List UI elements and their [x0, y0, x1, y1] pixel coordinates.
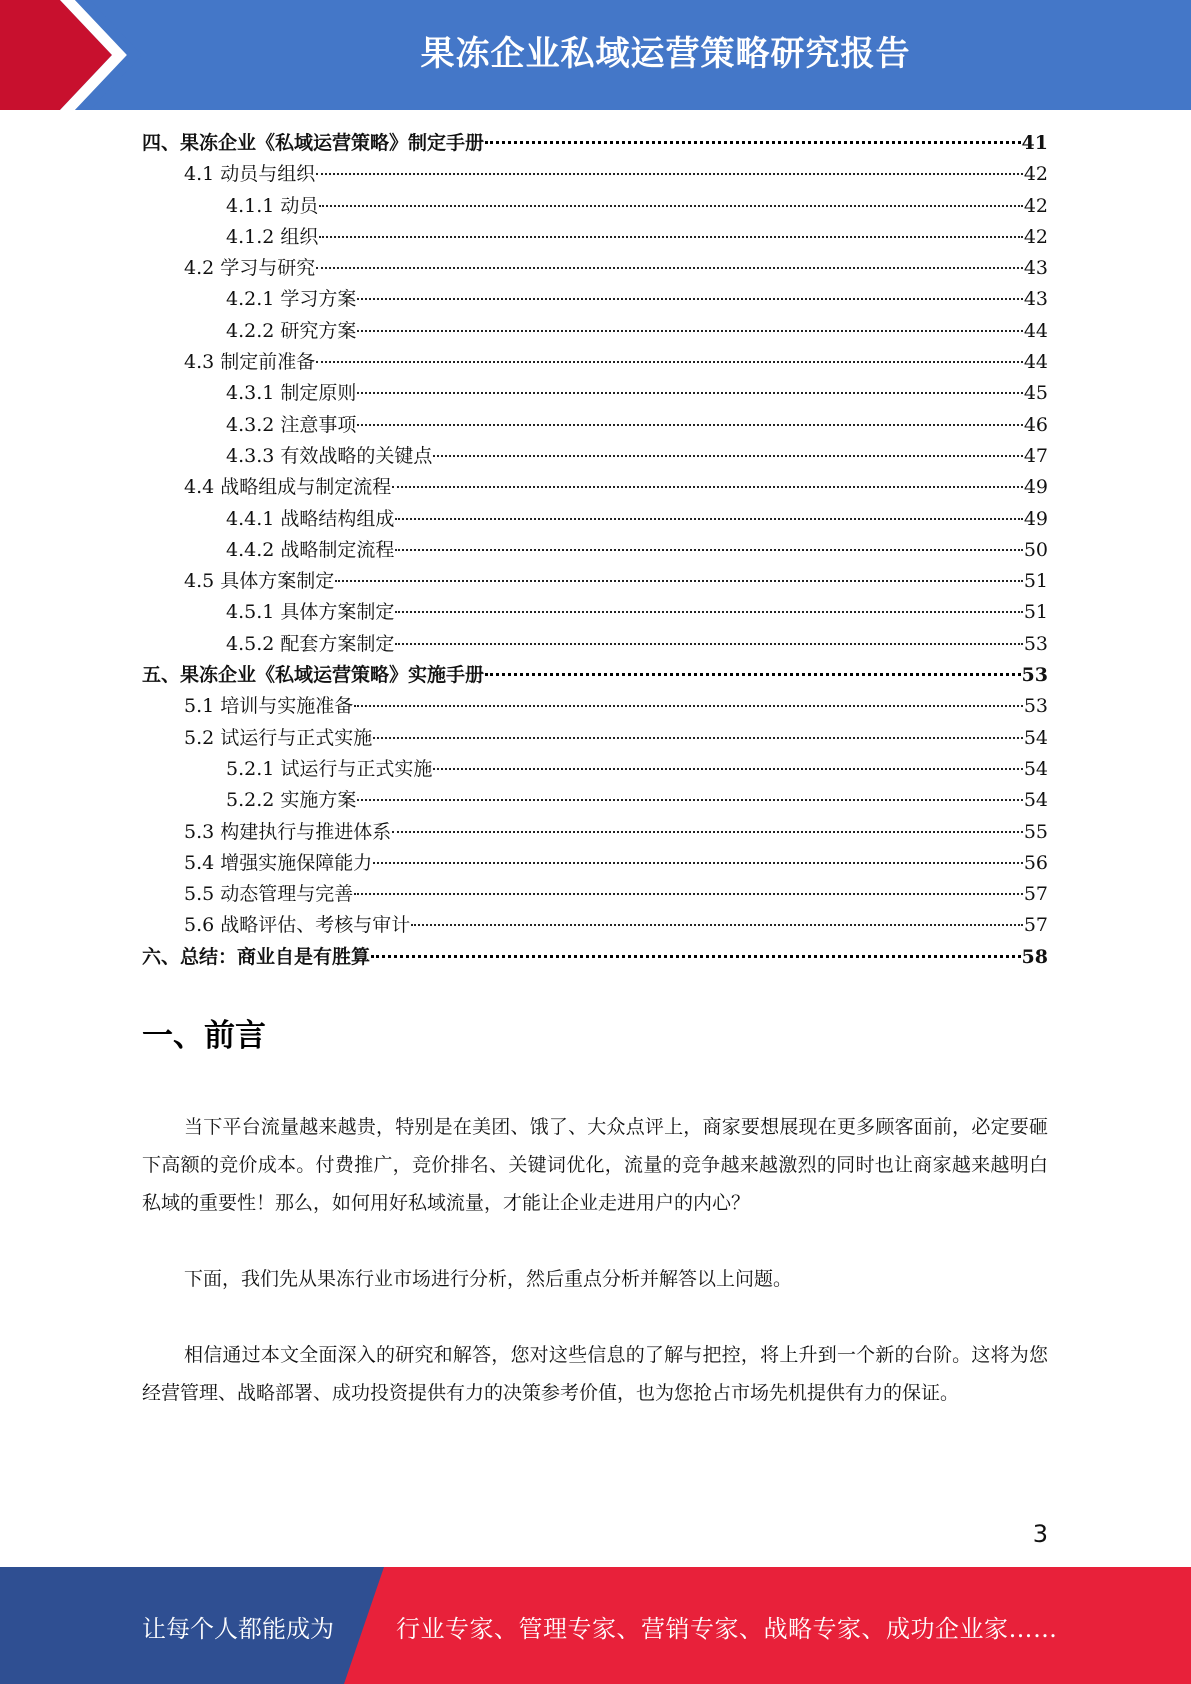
toc-entry[interactable] — [142, 222, 1048, 253]
toc-entry-page: 56 — [1023, 851, 1048, 874]
toc-entry-page: 51 — [1023, 570, 1048, 593]
toc-entry[interactable] — [142, 347, 1048, 378]
toc-entry[interactable] — [142, 691, 1048, 722]
toc-entry-page: 54 — [1023, 789, 1048, 812]
toc-leader-dots — [354, 893, 1023, 895]
toc-leader-dots — [392, 486, 1023, 488]
footer-slogan-right: 行业专家、管理专家、营销专家、战略专家、成功企业家…… — [396, 1615, 1058, 1643]
toc-entry-page: 45 — [1023, 382, 1048, 405]
toc-entry[interactable] — [142, 159, 1048, 190]
toc-leader-dots — [395, 643, 1022, 645]
toc-entry-label: 4.4 战略组成与制定流程 — [184, 476, 392, 499]
toc-entry-page: 41 — [1021, 132, 1048, 154]
toc-leader-dots — [485, 141, 1021, 144]
header-chevron-graphic — [0, 0, 150, 110]
toc-leader-dots — [373, 862, 1023, 864]
toc-leader-dots — [357, 799, 1022, 801]
toc-entry-page: 57 — [1023, 883, 1048, 906]
toc-entry-page: 42 — [1023, 194, 1048, 217]
toc-entry[interactable] — [142, 504, 1048, 535]
toc-leader-dots — [433, 455, 1022, 457]
paragraph-text: 当下平台流量越来越贵，特别是在美团、饿了、大众点评上，商家要想展现在更多顾客面前，必定要砸下高额的竞价成本。付费推广，竞价排名、关键词优化，流量的竞争越来越激烈的同时也让商家越来越明白私域的重要性！那么，如何用好私域流量，才能让企业走进用户的内心？ — [142, 1116, 1048, 1214]
toc-entry[interactable] — [142, 629, 1048, 660]
toc-entry-label: 5.1 培训与实施准备 — [184, 695, 354, 718]
toc-leader-dots — [357, 330, 1022, 332]
toc-entry-label: 4.3.2 注意事项 — [226, 413, 357, 436]
intro-paragraph-2 — [142, 1260, 1048, 1298]
toc-entry-label: 4.2.1 学习方案 — [226, 288, 357, 311]
toc-leader-dots — [485, 673, 1021, 676]
toc-leader-dots — [335, 580, 1023, 582]
toc-entry[interactable] — [142, 942, 1048, 973]
paragraph-text: 下面，我们先从果冻行业市场进行分析，然后重点分析并解答以上问题。 — [184, 1268, 793, 1290]
toc-entry-page: 42 — [1023, 163, 1048, 186]
toc-leader-dots — [319, 236, 1022, 238]
toc-entry-label: 5.2.1 试运行与正式实施 — [226, 757, 433, 780]
toc-entry-page: 44 — [1023, 319, 1048, 342]
toc-entry-label: 4.2.2 研究方案 — [226, 319, 357, 342]
footer-slogan-left: 让每个人都能成为 — [142, 1615, 334, 1643]
toc-entry[interactable] — [142, 879, 1048, 910]
toc-leader-dots — [395, 611, 1022, 613]
toc-entry-page: 54 — [1023, 757, 1048, 780]
toc-leader-dots — [316, 267, 1023, 269]
toc-entry[interactable] — [142, 910, 1048, 941]
toc-entry-label: 5.2.2 实施方案 — [226, 789, 357, 812]
toc-entry-label: 4.1.2 组织 — [226, 225, 319, 248]
toc-entry-label: 四、果冻企业《私域运营策略》制定手册 — [142, 132, 485, 154]
toc-entry-page: 50 — [1023, 538, 1048, 561]
toc-entry-label: 4.5 具体方案制定 — [184, 570, 335, 593]
toc-leader-dots — [357, 298, 1022, 300]
toc-entry[interactable] — [142, 378, 1048, 409]
page-header — [0, 0, 1191, 110]
toc-entry[interactable] — [142, 410, 1048, 441]
toc-entry[interactable] — [142, 253, 1048, 284]
paragraph-text: 相信通过本文全面深入的研究和解答，您对这些信息的了解与把控，将上升到一个新的台阶。这将为您经营管理、战略部署、成功投资提供有力的决策参考价值，也为您抢占市场先机提供有力的保证。 — [142, 1344, 1048, 1404]
toc-entry-page: 55 — [1023, 820, 1048, 843]
toc-entry-page: 53 — [1023, 632, 1048, 655]
toc-entry-label: 4.2 学习与研究 — [184, 257, 316, 280]
toc-entry-label: 5.5 动态管理与完善 — [184, 883, 354, 906]
toc-entry-page: 42 — [1023, 225, 1048, 248]
toc-entry[interactable] — [142, 441, 1048, 472]
toc-entry-label: 5.2 试运行与正式实施 — [184, 726, 373, 749]
toc-entry-label: 5.3 构建执行与推进体系 — [184, 820, 392, 843]
toc-entry-label: 五、果冻企业《私域运营策略》实施手册 — [142, 664, 485, 687]
table-of-contents — [142, 128, 1048, 973]
report-title: 果冻企业私域运营策略研究报告 — [420, 34, 911, 74]
toc-entry[interactable] — [142, 128, 1048, 159]
toc-leader-dots — [357, 392, 1022, 394]
toc-entry[interactable] — [142, 191, 1048, 222]
toc-entry-label: 4.3.3 有效战略的关键点 — [226, 444, 433, 467]
toc-entry-label: 4.5.1 具体方案制定 — [226, 601, 395, 624]
toc-entry-page: 53 — [1023, 695, 1048, 718]
toc-entry-page: 49 — [1023, 476, 1048, 499]
toc-entry-label: 六、总结：商业自是有胜算 — [142, 945, 371, 968]
page-number: 3 — [1032, 1520, 1048, 1548]
toc-leader-dots — [395, 549, 1022, 551]
toc-leader-dots — [316, 361, 1023, 363]
toc-entry-label: 4.1.1 动员 — [226, 194, 319, 217]
toc-leader-dots — [357, 424, 1022, 426]
toc-entry-page: 54 — [1023, 726, 1048, 749]
toc-entry[interactable] — [142, 817, 1048, 848]
toc-entry-page: 43 — [1023, 288, 1048, 311]
toc-entry[interactable] — [142, 472, 1048, 503]
toc-entry[interactable] — [142, 284, 1048, 315]
toc-leader-dots — [371, 955, 1021, 958]
toc-entry[interactable] — [142, 597, 1048, 628]
toc-leader-dots — [354, 705, 1023, 707]
toc-leader-dots — [395, 518, 1022, 520]
toc-entry[interactable] — [142, 660, 1048, 691]
toc-leader-dots — [433, 768, 1022, 770]
toc-entry[interactable] — [142, 723, 1048, 754]
toc-entry-page: 57 — [1023, 914, 1048, 937]
toc-leader-dots — [392, 831, 1023, 833]
toc-entry-label: 4.3 制定前准备 — [184, 351, 316, 374]
toc-entry-page: 46 — [1023, 413, 1048, 436]
toc-leader-dots — [373, 737, 1023, 739]
toc-entry-label: 5.6 战略评估、考核与审计 — [184, 914, 411, 937]
toc-entry-label: 4.4.2 战略制定流程 — [226, 538, 395, 561]
toc-entry[interactable] — [142, 316, 1048, 347]
toc-entry-label: 5.4 增强实施保障能力 — [184, 851, 373, 874]
toc-entry-label: 4.3.1 制定原则 — [226, 382, 357, 405]
toc-leader-dots — [411, 924, 1023, 926]
toc-entry-label: 4.5.2 配套方案制定 — [226, 632, 395, 655]
toc-leader-dots — [316, 173, 1023, 175]
intro-paragraph-3 — [142, 1336, 1048, 1412]
toc-entry-label: 4.1 动员与组织 — [184, 163, 316, 186]
toc-entry-label: 4.4.1 战略结构组成 — [226, 507, 395, 530]
toc-entry-page: 58 — [1021, 945, 1048, 968]
toc-entry-page: 43 — [1023, 257, 1048, 280]
toc-entry-page: 53 — [1021, 664, 1048, 687]
toc-entry[interactable] — [142, 535, 1048, 566]
toc-entry[interactable] — [142, 754, 1048, 785]
toc-leader-dots — [319, 205, 1022, 207]
toc-entry-page: 51 — [1023, 601, 1048, 624]
section-heading: 一、前言 — [142, 1018, 266, 1054]
toc-entry-page: 49 — [1023, 507, 1048, 530]
intro-paragraph-1 — [142, 1108, 1048, 1222]
toc-entry[interactable] — [142, 785, 1048, 816]
toc-entry-page: 47 — [1023, 444, 1048, 467]
page-footer — [0, 1567, 1191, 1684]
toc-entry[interactable] — [142, 848, 1048, 879]
toc-entry[interactable] — [142, 566, 1048, 597]
toc-entry-page: 44 — [1023, 351, 1048, 374]
